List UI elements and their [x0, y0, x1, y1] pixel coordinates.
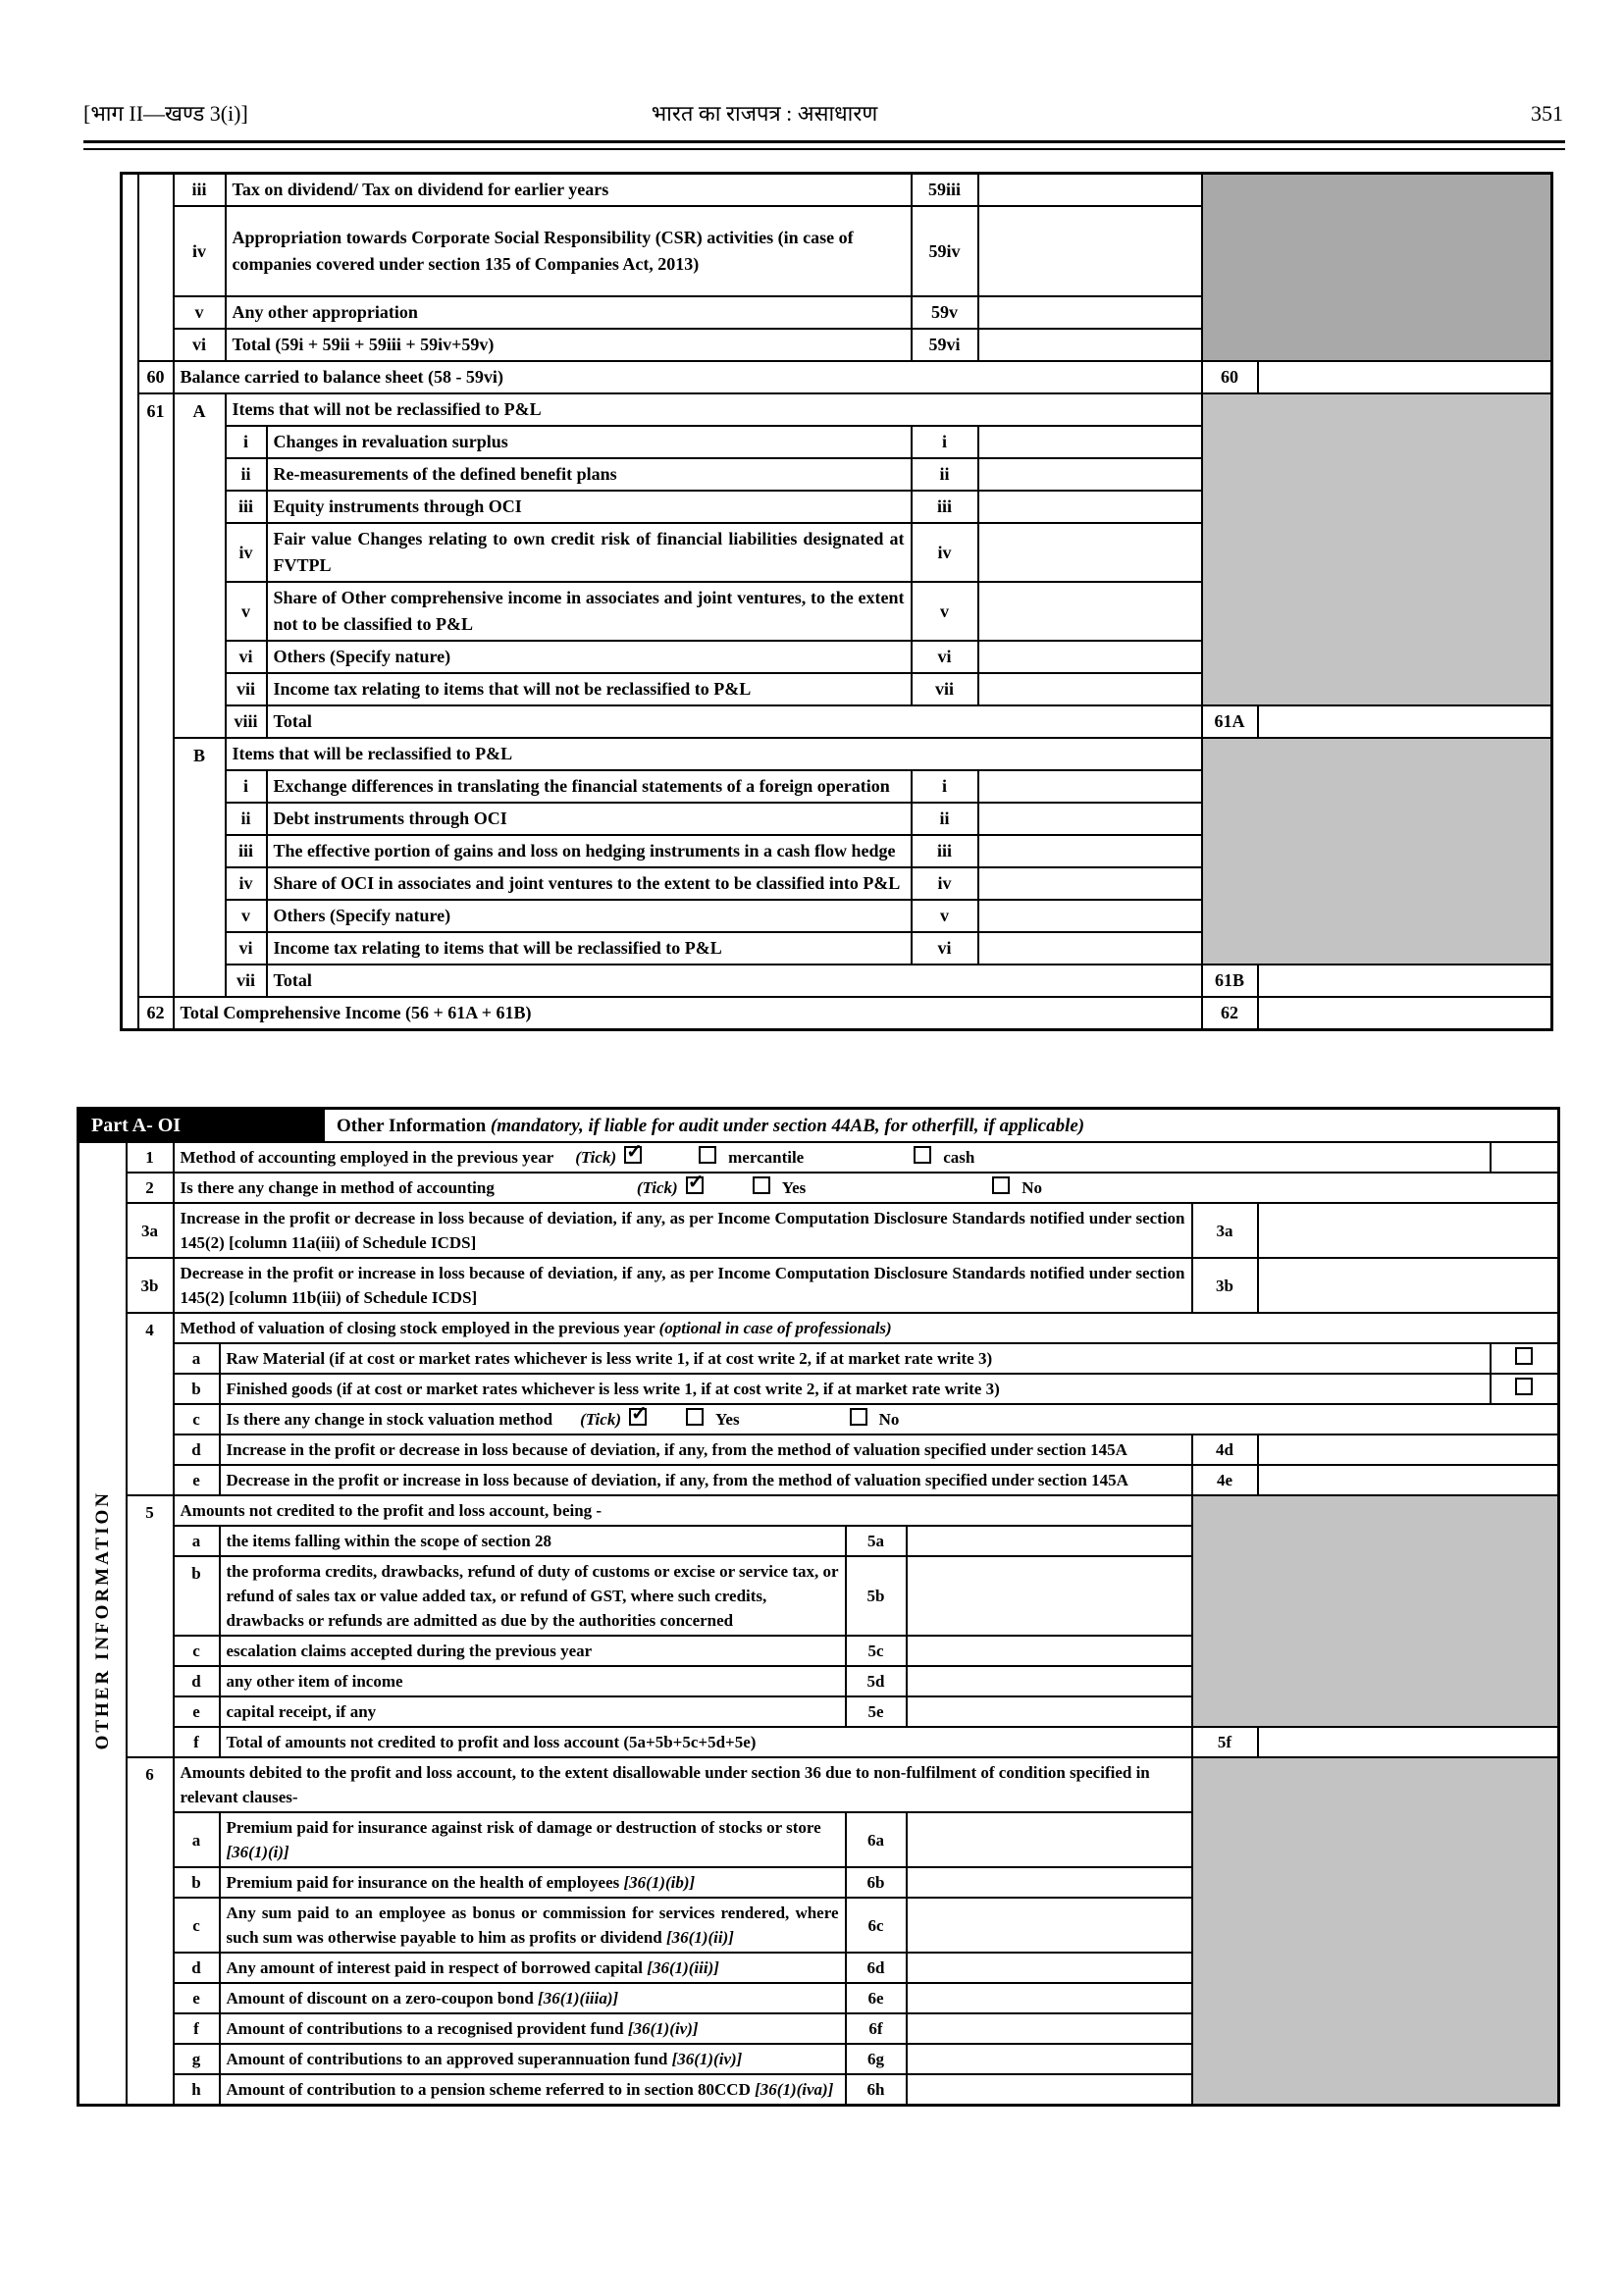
row-number-cell: 62	[138, 997, 174, 1030]
part-a-oi-table	[77, 1107, 1560, 2107]
description-cell	[267, 458, 912, 491]
value-field	[978, 835, 1202, 867]
value-field	[978, 329, 1202, 361]
description-text: Income tax relating to items that will not be reclassified to P&L	[273, 679, 752, 699]
part-title	[325, 1110, 1084, 1141]
value-field	[1258, 1258, 1559, 1313]
right-code-cell: 62	[1202, 997, 1258, 1030]
description-text: Method of accounting employed in the previous year	[180, 1148, 554, 1167]
value-field	[1258, 1434, 1559, 1465]
description-text: Premium paid for insurance on the health of employees	[226, 1873, 624, 1892]
description-cell	[220, 1953, 846, 1983]
description-cell	[267, 932, 912, 965]
description-cell	[220, 1556, 846, 1636]
page-header	[83, 98, 1563, 128]
section-reference: [36(1)(iiia)]	[538, 1989, 619, 2008]
gray-area	[1192, 1495, 1559, 1727]
value-field	[1258, 705, 1552, 738]
roman-index-cell: v	[226, 582, 267, 641]
description-text: Total	[273, 970, 312, 990]
row-number-cell: 6	[127, 1757, 174, 2106]
code-cell: 6d	[846, 1953, 907, 1983]
code-cell: vi	[912, 932, 978, 965]
description-cell	[267, 803, 912, 835]
description-cell	[267, 426, 912, 458]
value-field	[907, 1867, 1192, 1898]
code-cell: ii	[912, 458, 978, 491]
section-label-cell: B	[174, 738, 226, 997]
code-cell: iii	[912, 491, 978, 523]
checkbox-icon	[850, 1408, 867, 1426]
checkbox-icon	[992, 1176, 1010, 1194]
part-tag: Part A- OI	[79, 1110, 325, 1141]
description-cell	[174, 1495, 1192, 1526]
description-text: Total (59i + 59ii + 59iii + 59iv+59v)	[232, 335, 495, 354]
description-text: Total of amounts not credited to profit and loss account (5a+5b+5c+5d+5e)	[226, 1733, 757, 1751]
value-field	[1491, 1142, 1559, 1173]
description-text: Items that will be reclassified to P&L	[232, 744, 513, 763]
option-label: cash	[943, 1148, 975, 1167]
roman-index-cell: i	[226, 426, 267, 458]
description-cell	[267, 705, 1202, 738]
roman-index-cell: iv	[226, 867, 267, 900]
description-cell	[174, 1313, 1559, 1343]
sub-index-cell: iii	[174, 174, 226, 207]
page-number: 351	[1531, 101, 1563, 126]
description-cell	[174, 1757, 1192, 1812]
section-reference: [36(1)(ib)]	[623, 1873, 696, 1892]
value-field	[1258, 361, 1552, 393]
row-number-cell: 1	[127, 1142, 174, 1173]
section-reference: [36(1)(i)]	[226, 1843, 289, 1861]
row-number-cell: 3a	[127, 1203, 174, 1258]
description-cell	[220, 1526, 846, 1556]
value-field	[907, 1953, 1192, 1983]
section-reference: [36(1)(ii)]	[666, 1928, 734, 1947]
description-cell	[174, 1142, 1491, 1173]
sub-index-cell: iv	[174, 206, 226, 296]
description-text: Fair value Changes relating to own credit risk of financial liabilities designated at FVTPL	[273, 529, 905, 575]
right-code-cell: 3a	[1192, 1203, 1258, 1258]
description-cell	[220, 1434, 1192, 1465]
option-label: mercantile	[728, 1148, 805, 1167]
description-text: The effective portion of gains and loss on hedging instruments in a cash flow hedge	[273, 841, 896, 861]
roman-index-cell: iii	[226, 491, 267, 523]
row-letter-cell: d	[174, 1666, 220, 1696]
option-label: No	[878, 1410, 900, 1429]
description-text: Method of valuation of closing stock employed in the previous year	[180, 1319, 659, 1337]
value-field	[1258, 1465, 1559, 1495]
value-field	[978, 932, 1202, 965]
value-field	[907, 2074, 1192, 2106]
gazette-title: भारत का राजपत्र : असाधारण	[651, 101, 878, 126]
page-header-left: [भाग II—खण्ड 3(i)]	[83, 101, 248, 126]
description-cell	[220, 1727, 1192, 1757]
section-reference: [36(1)(iii)]	[647, 1958, 719, 1977]
roman-index-cell: vii	[226, 965, 267, 997]
code-cell: 5c	[846, 1636, 907, 1666]
gray-area	[1202, 738, 1552, 965]
roman-index-cell: v	[226, 900, 267, 932]
section-reference: [36(1)(iv)]	[627, 2019, 699, 2038]
description-cell	[267, 641, 912, 673]
gray-area	[1202, 393, 1552, 705]
description-cell	[267, 491, 912, 523]
row-letter-cell: e	[174, 1983, 220, 2013]
description-text: Raw Material (if at cost or market rates whichever is less write 1, if at cost write 2, if at market rate write 3)	[226, 1349, 993, 1368]
code-cell: 6e	[846, 1983, 907, 2013]
description-cell	[174, 997, 1202, 1030]
checked-checkbox-icon	[686, 1176, 704, 1194]
description-cell	[220, 1812, 846, 1867]
description-cell	[220, 1696, 846, 1727]
description-text: Premium paid for insurance against risk of damage or destruction of stocks or store	[226, 1818, 821, 1837]
row-letter-cell: c	[174, 1404, 220, 1434]
value-field	[978, 426, 1202, 458]
value-field	[907, 1812, 1192, 1867]
part-header-row	[79, 1109, 1559, 1143]
description-text: Amount of contribution to a pension scheme referred to in section 80CCD	[226, 2080, 756, 2099]
description-text: Amount of contributions to an approved superannuation fund	[226, 2050, 672, 2068]
description-cell	[267, 523, 912, 582]
checked-checkbox-icon	[624, 1146, 642, 1164]
checkbox-icon	[1515, 1347, 1533, 1365]
code-cell: v	[912, 582, 978, 641]
value-field	[978, 523, 1202, 582]
code-cell: vi	[912, 641, 978, 673]
roman-index-cell: vi	[226, 932, 267, 965]
description-cell	[226, 174, 912, 207]
checkbox-icon	[914, 1146, 931, 1164]
code-cell: iv	[912, 523, 978, 582]
description-text: Re-measurements of the defined benefit plans	[273, 464, 617, 484]
right-code-cell: 61A	[1202, 705, 1258, 738]
row-letter-cell: f	[174, 2013, 220, 2044]
section-reference: [36(1)(iv)]	[671, 2050, 743, 2068]
roman-index-cell: ii	[226, 458, 267, 491]
value-field	[1258, 1203, 1559, 1258]
description-text: Items that will not be reclassified to P&L	[232, 399, 542, 419]
description-cell	[226, 296, 912, 329]
right-code-cell: 60	[1202, 361, 1258, 393]
description-text: Increase in the profit or decrease in loss because of deviation, if any, from the method of valuation specified under section 145A	[226, 1440, 1127, 1459]
row-letter-cell: h	[174, 2074, 220, 2106]
part-title-note: (mandatory, if liable for audit under section 44AB, for otherfill, if applicable)	[490, 1115, 1085, 1136]
vertical-section-label	[79, 1142, 127, 2106]
value-field	[978, 900, 1202, 932]
description-text: Any sum paid to an employee as bonus or commission for services rendered, where such sum was otherwise payable to him as profits or dividend	[226, 1904, 839, 1947]
code-cell: 6f	[846, 2013, 907, 2044]
code-cell: 6c	[846, 1898, 907, 1953]
description-text: Share of OCI in associates and joint ventures to the extent to be classified into P&L	[273, 873, 901, 893]
value-field	[1258, 965, 1552, 997]
roman-index-cell: ii	[226, 803, 267, 835]
sub-index-cell: vi	[174, 329, 226, 361]
description-text: the proforma credits, drawbacks, refund of duty of customs or excise or service tax, or refund of sales tax or value added tax, or refund of GST, where such credits, drawbacks or refunds are admitted as due by the authorities concerned	[226, 1562, 839, 1630]
tick-label: (Tick)	[580, 1410, 621, 1429]
value-field	[978, 582, 1202, 641]
code-cell: 59vi	[912, 329, 978, 361]
sub-index-cell: v	[174, 296, 226, 329]
row-number-cell: 3b	[127, 1258, 174, 1313]
description-text: Others (Specify nature)	[273, 906, 451, 925]
description-cell	[226, 329, 912, 361]
description-text: Is there any change in method of accounting	[180, 1178, 495, 1197]
code-cell: 6h	[846, 2074, 907, 2106]
row-letter-cell: e	[174, 1465, 220, 1495]
description-cell	[226, 206, 912, 296]
description-text: the items falling within the scope of section 28	[226, 1532, 551, 1550]
row-letter-cell: b	[174, 1556, 220, 1636]
description-text: any other item of income	[226, 1672, 403, 1691]
tick-label: (Tick)	[575, 1148, 617, 1167]
description-cell	[267, 673, 912, 705]
description-cell	[174, 1258, 1192, 1313]
roman-index-cell: iv	[226, 523, 267, 582]
description-text: Balance carried to balance sheet (58 - 59vi)	[180, 367, 503, 387]
description-text: Share of Other comprehensive income in associates and joint ventures, to the extent not to be classified to P&L	[273, 588, 905, 634]
value-field	[907, 1526, 1192, 1556]
roman-index-cell: vi	[226, 641, 267, 673]
description-cell	[220, 2013, 846, 2044]
code-cell: iv	[912, 867, 978, 900]
row-number-cell: 5	[127, 1495, 174, 1757]
description-text: capital receipt, if any	[226, 1702, 377, 1721]
description-text: Total Comprehensive Income (56 + 61A + 61B)	[180, 1003, 532, 1022]
section-label-cell: A	[174, 393, 226, 738]
description-cell	[267, 867, 912, 900]
description-text: Amount of contributions to a recognised provident fund	[226, 2019, 628, 2038]
description-text: Amounts not credited to the profit and loss account, being -	[180, 1501, 602, 1520]
value-field	[978, 491, 1202, 523]
value-field	[907, 2013, 1192, 2044]
description-cell	[174, 1173, 1559, 1203]
checkbox-icon	[753, 1176, 770, 1194]
description-cell	[220, 1465, 1192, 1495]
code-cell: 5d	[846, 1666, 907, 1696]
row-letter-cell: c	[174, 1898, 220, 1953]
description-cell	[267, 770, 912, 803]
checkbox-icon	[699, 1146, 716, 1164]
description-text: Amounts debited to the profit and loss account, to the extent disallowable under section 36 due to non-fulfilment of condition specified in relevant clauses-	[180, 1763, 1150, 1806]
row-letter-cell: g	[174, 2044, 220, 2074]
description-text: Finished goods (if at cost or market rates whichever is less write 1, if at cost write 2, if at market rate write 3)	[226, 1380, 1000, 1398]
code-cell: 59iv	[912, 206, 978, 296]
row-number-cell: 4	[127, 1313, 174, 1495]
row-letter-cell: b	[174, 1867, 220, 1898]
checked-checkbox-icon	[629, 1408, 647, 1426]
value-field	[978, 458, 1202, 491]
description-cell	[220, 1983, 846, 2013]
value-field	[978, 803, 1202, 835]
row-letter-cell: a	[174, 1812, 220, 1867]
tick-label: (Tick)	[636, 1178, 678, 1197]
row-number-cell	[138, 174, 174, 362]
description-cell	[226, 738, 1202, 770]
row-letter-cell: a	[174, 1526, 220, 1556]
description-text: escalation claims accepted during the previous year	[226, 1642, 593, 1660]
description-cell	[174, 361, 1202, 393]
value-field	[1258, 1727, 1559, 1757]
right-code-cell: 4e	[1192, 1465, 1258, 1495]
description-cell	[220, 1867, 846, 1898]
header-rule	[83, 140, 1565, 150]
blank-column	[122, 174, 138, 1030]
roman-index-cell: viii	[226, 705, 267, 738]
value-field	[978, 770, 1202, 803]
value-field	[978, 206, 1202, 296]
description-cell	[220, 2044, 846, 2074]
value-field	[907, 1983, 1192, 2013]
description-cell	[220, 1374, 1491, 1404]
gray-area	[1192, 1757, 1559, 2106]
code-cell: ii	[912, 803, 978, 835]
description-cell	[220, 1404, 1559, 1434]
option-label: Yes	[781, 1178, 807, 1197]
row-letter-cell: b	[174, 1374, 220, 1404]
right-code-cell: 61B	[1202, 965, 1258, 997]
code-cell: 5b	[846, 1556, 907, 1636]
code-cell: 6a	[846, 1812, 907, 1867]
value-field	[1258, 997, 1552, 1030]
vertical-section-label-text: OTHER INFORMATION	[91, 1489, 113, 1750]
value-field	[978, 867, 1202, 900]
option-label: No	[1022, 1178, 1043, 1197]
description-text: Changes in revaluation surplus	[273, 432, 508, 451]
gray-area	[1202, 174, 1552, 362]
part-title-text: Other Information	[337, 1115, 487, 1136]
description-cell	[267, 835, 912, 867]
row-letter-cell: f	[174, 1727, 220, 1757]
code-cell: v	[912, 900, 978, 932]
optional-note: (optional in case of professionals)	[658, 1319, 892, 1337]
description-text: Amount of discount on a zero-coupon bond	[226, 1989, 539, 2008]
description-text: Any other appropriation	[232, 302, 418, 322]
value-field	[907, 1636, 1192, 1666]
description-cell	[174, 1203, 1192, 1258]
description-cell	[220, 1343, 1491, 1374]
value-field	[907, 1696, 1192, 1727]
description-text: Equity instruments through OCI	[273, 496, 522, 516]
code-cell: iii	[912, 835, 978, 867]
description-cell	[220, 1636, 846, 1666]
code-cell: 5e	[846, 1696, 907, 1727]
description-cell	[220, 1898, 846, 1953]
row-number-cell: 2	[127, 1173, 174, 1203]
value-field	[907, 2044, 1192, 2074]
value-field	[978, 296, 1202, 329]
description-cell	[267, 900, 912, 932]
description-cell	[220, 1666, 846, 1696]
description-text: Decrease in the profit or increase in loss because of deviation, if any, from the method of valuation specified under section 145A	[226, 1471, 1128, 1489]
description-text: Is there any change in stock valuation method	[226, 1410, 553, 1429]
description-text: Decrease in the profit or increase in loss because of deviation, if any, as per Income Computation Disclosure Standards notified under section 145(2) [column 11b(iii) of Schedule ICDS]	[180, 1264, 1185, 1307]
roman-index-cell: vii	[226, 673, 267, 705]
value-field	[907, 1666, 1192, 1696]
description-text: Increase in the profit or decrease in loss because of deviation, if any, as per Income Computation Disclosure Standards notified under section 145(2) [column 11a(iii) of Schedule ICDS]	[180, 1209, 1185, 1252]
row-letter-cell: c	[174, 1636, 220, 1666]
right-code-cell: 4d	[1192, 1434, 1258, 1465]
right-code-cell: 3b	[1192, 1258, 1258, 1313]
code-cell: i	[912, 770, 978, 803]
description-text: Appropriation towards Corporate Social Responsibility (CSR) activities (in case of companies covered under section 135 of Companies Act, 2013)	[232, 228, 854, 274]
row-letter-cell: d	[174, 1434, 220, 1465]
description-text: Exchange differences in translating the financial statements of a foreign operation	[273, 776, 890, 796]
profit-loss-appropriation-table	[120, 172, 1553, 1031]
checkbox-cell	[1491, 1343, 1559, 1374]
value-field	[978, 673, 1202, 705]
checkbox-icon	[1515, 1378, 1533, 1395]
value-field	[907, 1556, 1192, 1636]
section-reference: [36(1)(iva)]	[755, 2080, 834, 2099]
row-letter-cell: d	[174, 1953, 220, 1983]
value-field	[978, 641, 1202, 673]
code-cell: i	[912, 426, 978, 458]
description-text: Debt instruments through OCI	[273, 808, 507, 828]
row-number-cell: 61	[138, 393, 174, 997]
row-number-cell: 60	[138, 361, 174, 393]
value-field	[907, 1898, 1192, 1953]
code-cell: 59v	[912, 296, 978, 329]
right-code-cell: 5f	[1192, 1727, 1258, 1757]
description-cell	[267, 582, 912, 641]
description-text: Income tax relating to items that will be reclassified to P&L	[273, 938, 722, 958]
description-cell	[220, 2074, 846, 2106]
description-cell	[267, 965, 1202, 997]
code-cell: 6b	[846, 1867, 907, 1898]
roman-index-cell: iii	[226, 835, 267, 867]
description-text: Any amount of interest paid in respect of borrowed capital	[226, 1958, 648, 1977]
row-letter-cell: e	[174, 1696, 220, 1727]
description-cell	[226, 393, 1202, 426]
value-field	[978, 174, 1202, 207]
roman-index-cell: i	[226, 770, 267, 803]
code-cell: 59iii	[912, 174, 978, 207]
description-text: Total	[273, 711, 312, 731]
description-text: Others (Specify nature)	[273, 647, 451, 666]
checkbox-icon	[686, 1408, 704, 1426]
code-cell: 5a	[846, 1526, 907, 1556]
row-letter-cell: a	[174, 1343, 220, 1374]
option-label: Yes	[715, 1410, 740, 1429]
code-cell: 6g	[846, 2044, 907, 2074]
code-cell: vii	[912, 673, 978, 705]
checkbox-cell	[1491, 1374, 1559, 1404]
description-text: Tax on dividend/ Tax on dividend for earlier years	[232, 180, 609, 199]
